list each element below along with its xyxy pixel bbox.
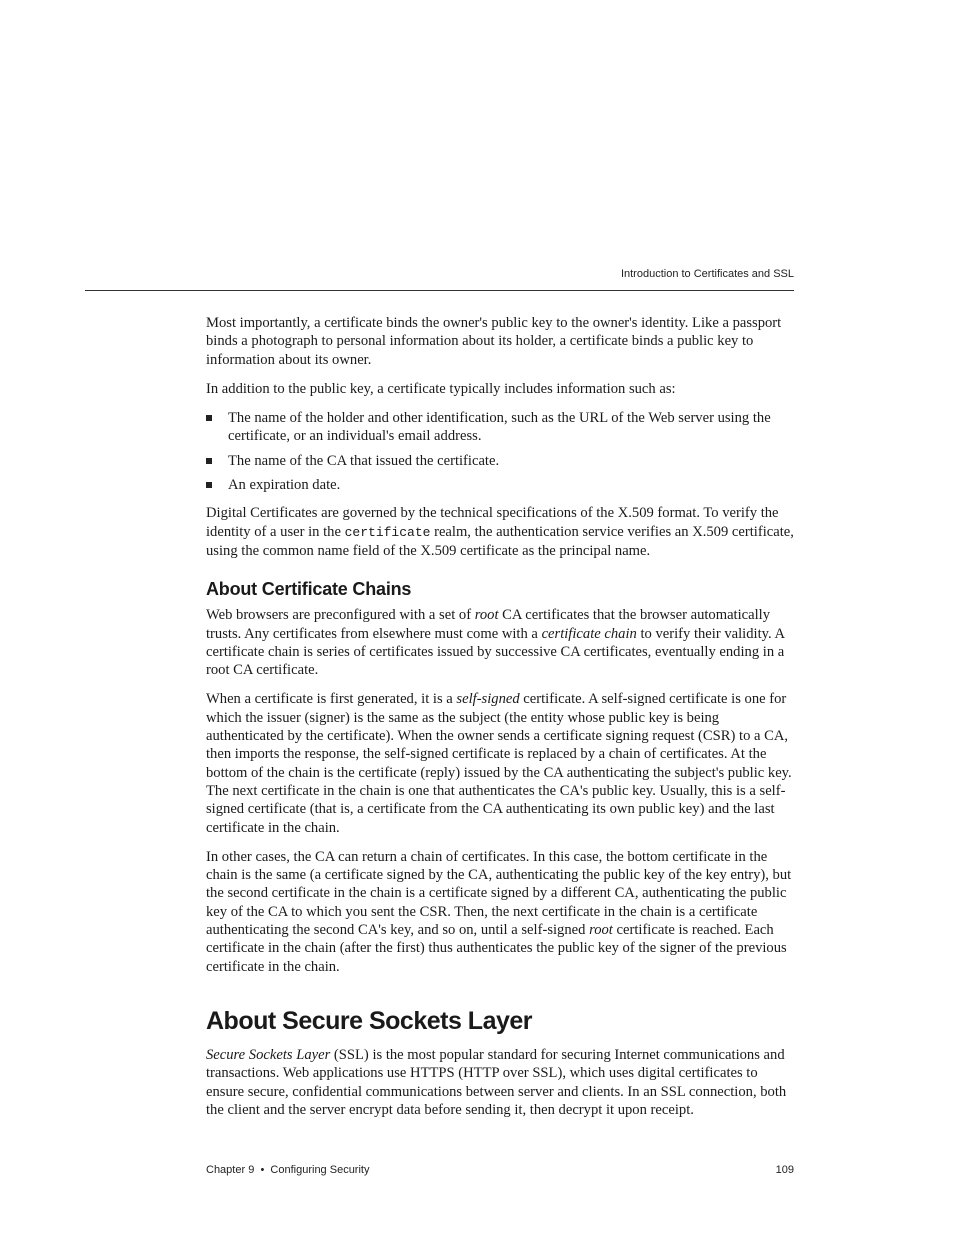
x509-paragraph [206, 504, 796, 560]
running-header: Introduction to Certificates and SSL [620, 268, 794, 280]
header-rule [85, 290, 794, 291]
list-item-text: The name of the CA that issued the certificate. [228, 452, 500, 469]
text-run: In other cases, the CA can return a chain of certificates. In this case, the bottom certificate in the chain is the same (a certificate signed by the CA, authenticating the public key of the key entry), but the second certificate in the chain is a certificate signed by a different CA, authenticating the public key of the CA to which you sent the CSR. Then, the next certificate in the chain is a certificate authenticating the second CA's key, and so on, until a self-signed [206, 848, 792, 939]
section-heading-ssl: About Secure Sockets Layer [206, 1006, 533, 1035]
text-run: certificate. A self-signed certificate is one for which the issuer (signer) is the same as the subject (the entity whose public key is being authenticated by the certificate). When the owner sends a certificate signing request (CSR) to a CA, then imports the response, the self-signed certificate is replaced by a chain of certificates. At the bottom of the chain is the certificate (reply) issued by the CA authenticating the subject's public key. The next certificate in the chain is one that authenticates the CA's public key. Usually, this is a self-signed certificate (that is, a certificate from the CA authenticating its own public key) and the last certificate in the chain. [206, 691, 792, 836]
text-run: certificate is reached. Each certificate in the chain (after the first) thus authenticates the public key of the signer of the previous certificate in the chain. [206, 922, 787, 975]
code-certificate: certificate [344, 524, 431, 540]
chains-paragraph-1 [206, 606, 796, 679]
intro-paragraph-2: In addition to the public key, a certificate typically includes information such as: [206, 380, 676, 397]
footer-chapter-number: Chapter 9 [206, 1164, 255, 1176]
section-heading-certificate-chains: About Certificate Chains [206, 579, 412, 600]
square-bullet-icon [206, 415, 212, 421]
footer-separator: • [260, 1164, 265, 1176]
chains-paragraph-2 [206, 690, 796, 836]
text-run: to verify their validity. A certificate chain is series of certificates issued by successive CA certificates, eventually ending in a root CA certificate. [206, 625, 785, 679]
info-bullet-list [206, 409, 796, 494]
list-item-text: An expiration date. [228, 477, 341, 494]
chains-paragraph-3 [206, 848, 796, 976]
text-run: CA certificates that the browser automatically trusts. Any certificates from elsewhere must come with a [206, 607, 771, 642]
list-item [206, 476, 796, 494]
square-bullet-icon [206, 482, 212, 488]
page-body [206, 314, 796, 1130]
footer-section-title: Configuring Security [270, 1164, 370, 1176]
emphasis-root: root [474, 607, 499, 624]
list-item [206, 452, 796, 470]
emphasis-secure-sockets-layer: Secure Sockets Layer [206, 1046, 331, 1063]
page-number: 109 [775, 1164, 794, 1176]
ssl-paragraph [206, 1046, 796, 1119]
list-item-text: The name of the holder and other identification, such as the URL of the Web server using the certificate, or an individual's email address. [228, 410, 771, 445]
text-run: realm, the authentication service verifies an X.509 certificate, using the common name field of the X.509 certificate as the principal name. [206, 523, 794, 559]
list-item [206, 409, 796, 446]
text-run: Web browsers are preconfigured with a set of [206, 607, 475, 624]
emphasis-certificate-chain: certificate chain [541, 625, 637, 642]
intro-paragraph-1: Most importantly, a certificate binds the owner's public key to the owner's identity. Like a passport binds a photograph to personal information about its holder, a certificate binds a public key to information about its owner. [206, 315, 782, 368]
square-bullet-icon [206, 458, 212, 464]
text-run: Digital Certificates are governed by the technical specifications of the X.509 format. To verify the identity of a user in the [206, 505, 779, 540]
emphasis-root: root [589, 922, 613, 939]
footer-chapter [206, 1164, 369, 1176]
text-run: When a certificate is first generated, it is a [206, 691, 457, 708]
text-run: (SSL) is the most popular standard for securing Internet communications and transactions. Web applications use HTTPS (HTTP over SSL), which uses digital certificates to ensure secure, confidential communications between server and clients. In an SSL connection, both the client and the server encrypt data before sending it, then decrypt it upon receipt. [206, 1046, 787, 1118]
emphasis-self-signed: self-signed [456, 691, 520, 708]
